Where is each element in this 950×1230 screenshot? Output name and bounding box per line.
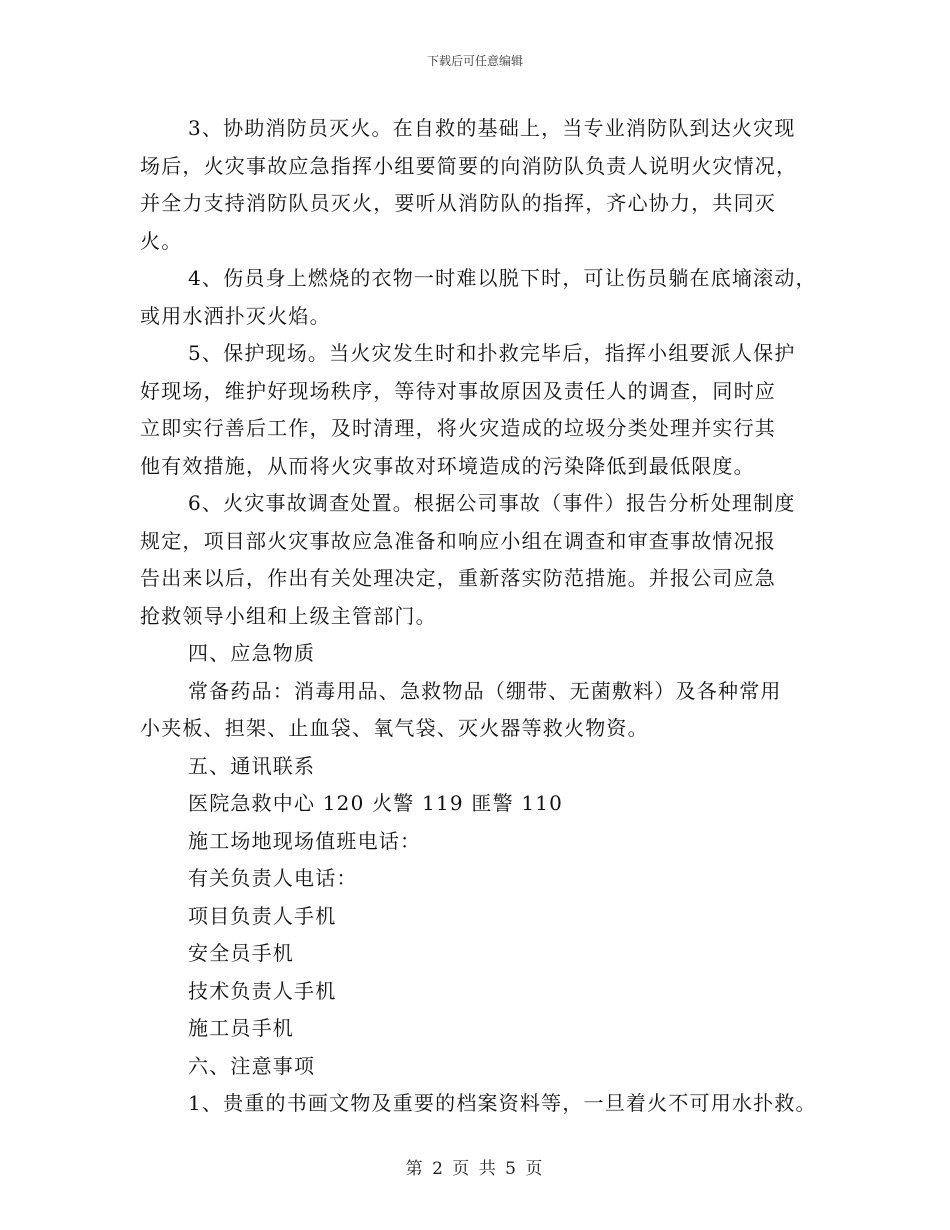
text-line: 项目负责人手机 [188,903,337,928]
text-line: 常备药品：消毒用品、急救物品（绷带、无菌敷料）及各种常用 [188,678,782,703]
text-line: 并全力支持消防队员灭火，要听从消防队的指挥，齐心协力，共同灭 [140,191,776,215]
text-line: 抢救领导小组和上级主管部门。 [140,603,437,628]
text-line: 医院急救中心 120 火警 119 匪警 110 [188,791,564,815]
text-line: 告出来以后，作出有关处理决定，重新落实防范措施。并报公司应急 [140,566,776,590]
text-line: 场后，火灾事故应急指挥小组要简要的向消防队负责人说明火灾情况， [140,153,798,178]
text-line: 3、协助消防员灭火。在自救的基础上，当专业消防队到达火灾现 [188,116,796,140]
text-line: 安全员手机 [188,941,294,965]
text-line: 技术负责人手机 [188,978,337,1003]
text-line: 4、伤员身上燃烧的衣物一时难以脱下时，可让伤员躺在底墒滚动， [188,266,817,290]
section-heading: 六、注意事项 [188,1053,316,1078]
section-heading: 五、通讯联系 [188,753,316,778]
text-line: 火。 [140,228,183,253]
section-heading: 四、应急物质 [188,641,316,665]
page-number: 第 2 页 共 5 页 [405,1159,545,1179]
text-line: 立即实行善后工作，及时清理，将火灾造成的垃圾分类处理并实行其 [140,416,776,440]
text-line: 或用水洒扑灭火焰。 [140,303,331,328]
text-line: 1、贵重的书画文物及重要的档案资料等，一旦着火不可用水扑救。 [188,1091,817,1115]
text-line: 规定，项目部火灾事故应急准备和响应小组在调查和审查事故情况报 [140,528,776,553]
text-line: 好现场，维护好现场秩序，等待对事故原因及责任人的调查，同时应 [140,378,776,403]
page-header: 下载后可任意编辑 [426,54,523,68]
text-line: 6、火灾事故调查处置。根据公司事故（事件）报告分析处理制度 [188,491,796,515]
text-line: 施工员手机 [188,1016,294,1040]
text-line: 5、保护现场。当火灾发生时和扑救完毕后，指挥小组要派人保护 [188,341,796,365]
text-line: 小夹板、担架、止血袋、氧气袋、灭火器等救火物资。 [140,716,649,740]
document-body [140,110,830,1123]
text-line: 施工场地现场值班电话： [188,828,422,853]
text-line: 有关负责人电话： [188,866,358,890]
text-line: 他有效措施，从而将火灾事故对环境造成的污染降低到最低限度。 [140,453,755,478]
